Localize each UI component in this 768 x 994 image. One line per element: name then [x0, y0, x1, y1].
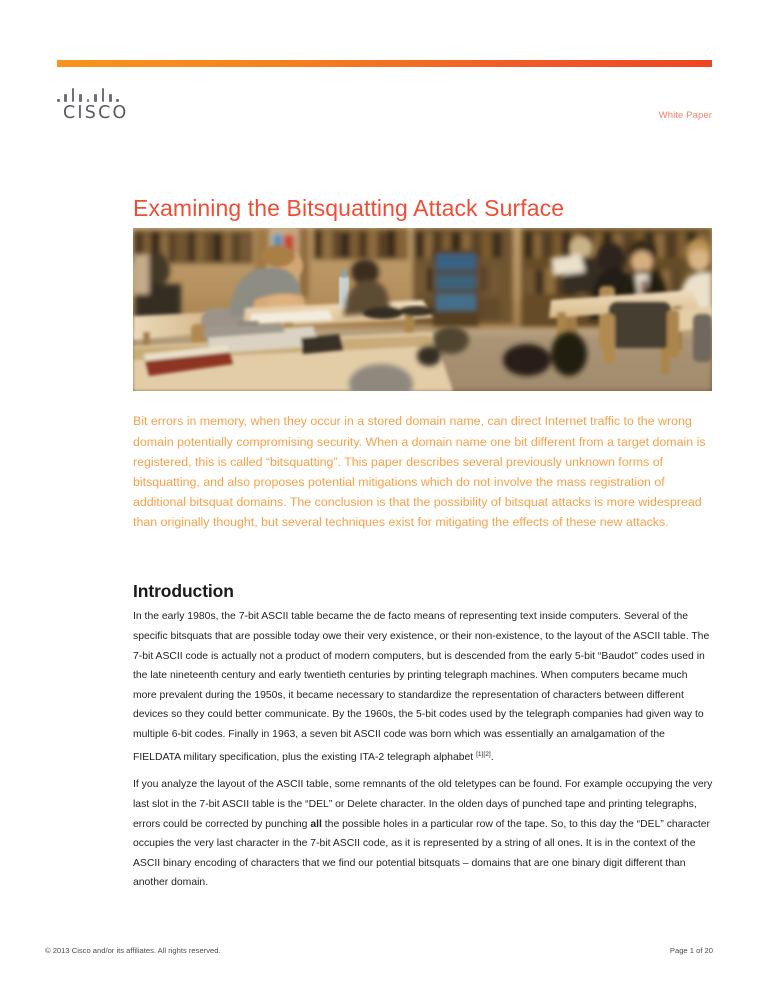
abstract-text: Bit errors in memory, when they occur in a stored domain name, can direct Internet traffic to the wrong domain potentially compromising security. When a domain name one bit different from a target domain is registered, this is called “bitsquatting”. This paper describes several previously unknown forms of bitsquatting, and also proposes potential mitigations which do not involve the mass registration of additional bitsquat domains. The conclusion is that the possibility of bitsquat attacks is more widespread than originally thought, but several techniques exist for mitigating the effects of these new attacks.	[133, 414, 706, 530]
page-title: Examining the Bitsquatting Attack Surface	[133, 195, 565, 222]
paragraph-2-part-2: the possible holes in a particular row of the tape. So, to this day the “DEL” character occupies the very last character in the 7-bit ASCII code, as it is represented by a string of all ones. It is in the context of the ASCII binary encoding of characters that we find our potential bitsquats – domains that are one binary digit different than another domain.	[133, 818, 711, 889]
cisco-logo	[56, 88, 136, 123]
library-study-photo	[133, 228, 712, 391]
cisco-logo-bars-icon	[57, 88, 119, 102]
introduction-paragraph-1	[133, 607, 714, 767]
paragraph-2-emphasis: all	[310, 818, 322, 830]
cisco-wordmark: CISCO	[63, 103, 129, 123]
document-kind-label: White Paper	[658, 110, 712, 121]
paragraph-1-tail: .	[490, 751, 494, 763]
section-heading-introduction: Introduction	[133, 580, 234, 601]
footer-copyright: © 2013 Cisco and/or its affiliates. All rights reserved.	[45, 946, 221, 955]
top-accent-bar	[57, 60, 712, 67]
citation-reference: [1][2]	[476, 750, 491, 758]
paragraph-2-part-1: If you analyze the layout of the ASCII table, some remnants of the old teletypes can be found. For example occupying the very last slot in the 7-bit ASCII table is the “DEL” or Delete character. In the olden days of punched tape and printing telegraphs, errors could be corrected by punching	[133, 779, 713, 830]
footer-page-indicator: Page 1 of 20	[669, 946, 713, 955]
introduction-paragraph-2	[133, 775, 714, 893]
paragraph-1-text: In the early 1980s, the 7-bit ASCII table became the de facto means of representing text inside computers. Several of the specific bitsquats that are possible today owe their very existence, or their non-existence, to the layout of the ASCII table. The 7-bit ASCII code is actually not a product of modern computers, but is descended from the early 5-bit “Baudot” codes used in the late nineteenth century and early twentieth centuries by printing telegraph machines. When computers became much more prevalent during the 1950s, it became necessary to standardize the representation of characters between different devices so they could better communicate. By the 1960s, the 5-bit codes used by the telegraph companies had given way to multiple 6-bit codes. Finally in 1963, a seven bit ASCII code was born which was essentially an amalgamation of the FIELDATA military specification, plus the existing ITA-2 telegraph alphabet	[133, 611, 710, 763]
